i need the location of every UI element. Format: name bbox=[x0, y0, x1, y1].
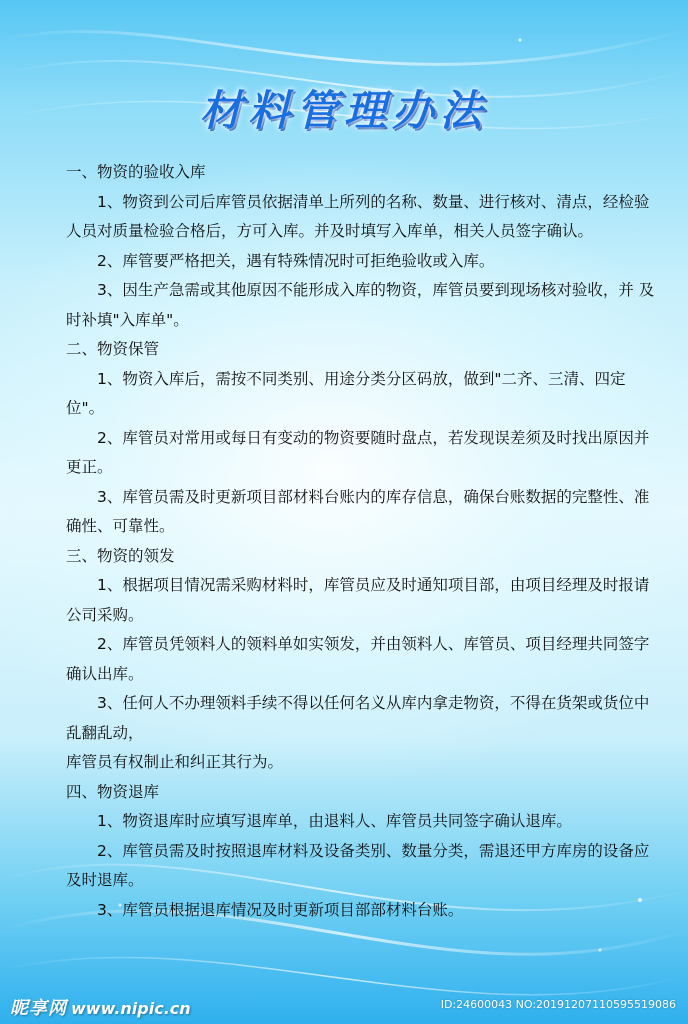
section-heading: 二、物资保管 bbox=[66, 340, 160, 358]
paragraph: 1、根据项目情况需采购材料时，库管员应及时通知项目部，由项目经理及时报请公司采购。 bbox=[66, 576, 650, 624]
paragraph: 2、库管员对常用或每日有变动的物资要随时盘点，若发现误差须及时找出原因并更正。 bbox=[66, 428, 650, 476]
paragraph: 库管员有权制止和纠正其行为。 bbox=[66, 753, 284, 771]
section-heading: 一、物资的验收入库 bbox=[66, 163, 206, 181]
page-title: 材料管理办法 bbox=[199, 86, 488, 135]
paragraph: 1、物资入库后，需按不同类别、用途分类分区码放，做到"二齐、三清、四定位"。 bbox=[66, 369, 626, 417]
paragraph: 2、库管员凭领料人的领料单如实领发，并由领料人、库管员、项目经理共同签字确认出库。 bbox=[66, 635, 650, 683]
section-heading: 三、物资的领发 bbox=[66, 546, 175, 565]
paragraph: 3、库管员根据退库情况及时更新项目部部材料台账。 bbox=[97, 900, 464, 919]
paragraph: 3、库管员需及时更新项目部材料台账内的库存信息，确保台账数据的完整性、准确性、可靠性。 bbox=[66, 487, 650, 535]
paragraph: 2、库管要严格把关，遇有特殊情况时可拒绝验收或入库。 bbox=[97, 251, 495, 270]
section-heading: 四、物资退库 bbox=[66, 782, 160, 801]
paragraph: 2、库管员需及时按照退库材料及设备类别、数量分类，需退还甲方库房的设备应及时退库。 bbox=[66, 841, 650, 889]
paragraph: 1、物资退库时应填写退库单，由退料人、库管员共同签字确认退库。 bbox=[97, 812, 572, 830]
watermark-logo bbox=[10, 994, 191, 1020]
paragraph: 3、任何人不办理领料手续不得以任何名义从库内拿走物资，不得在货架或货位中乱翻乱动， bbox=[66, 694, 650, 742]
paragraph: 1、物资到公司后库管员依据清单上所列的名称、数量、进行核对、清点，经检验人员对质量检验合格后，方可入库。并及时填写入库单，相关人员签字确认。 bbox=[66, 192, 650, 240]
watermark-logo-text: 昵享网 bbox=[10, 998, 67, 1019]
image-id-label: ID:24600043 NO:20191207110595519086 bbox=[440, 998, 676, 1011]
paragraph: 3、因生产急需或其他原因不能形成入库的物资，库管员要到现场核对验收，并 及时补填"入库单"。 bbox=[66, 281, 655, 329]
regulation-body bbox=[66, 158, 662, 925]
watermark-url: www.nipic.cn bbox=[71, 999, 191, 1018]
